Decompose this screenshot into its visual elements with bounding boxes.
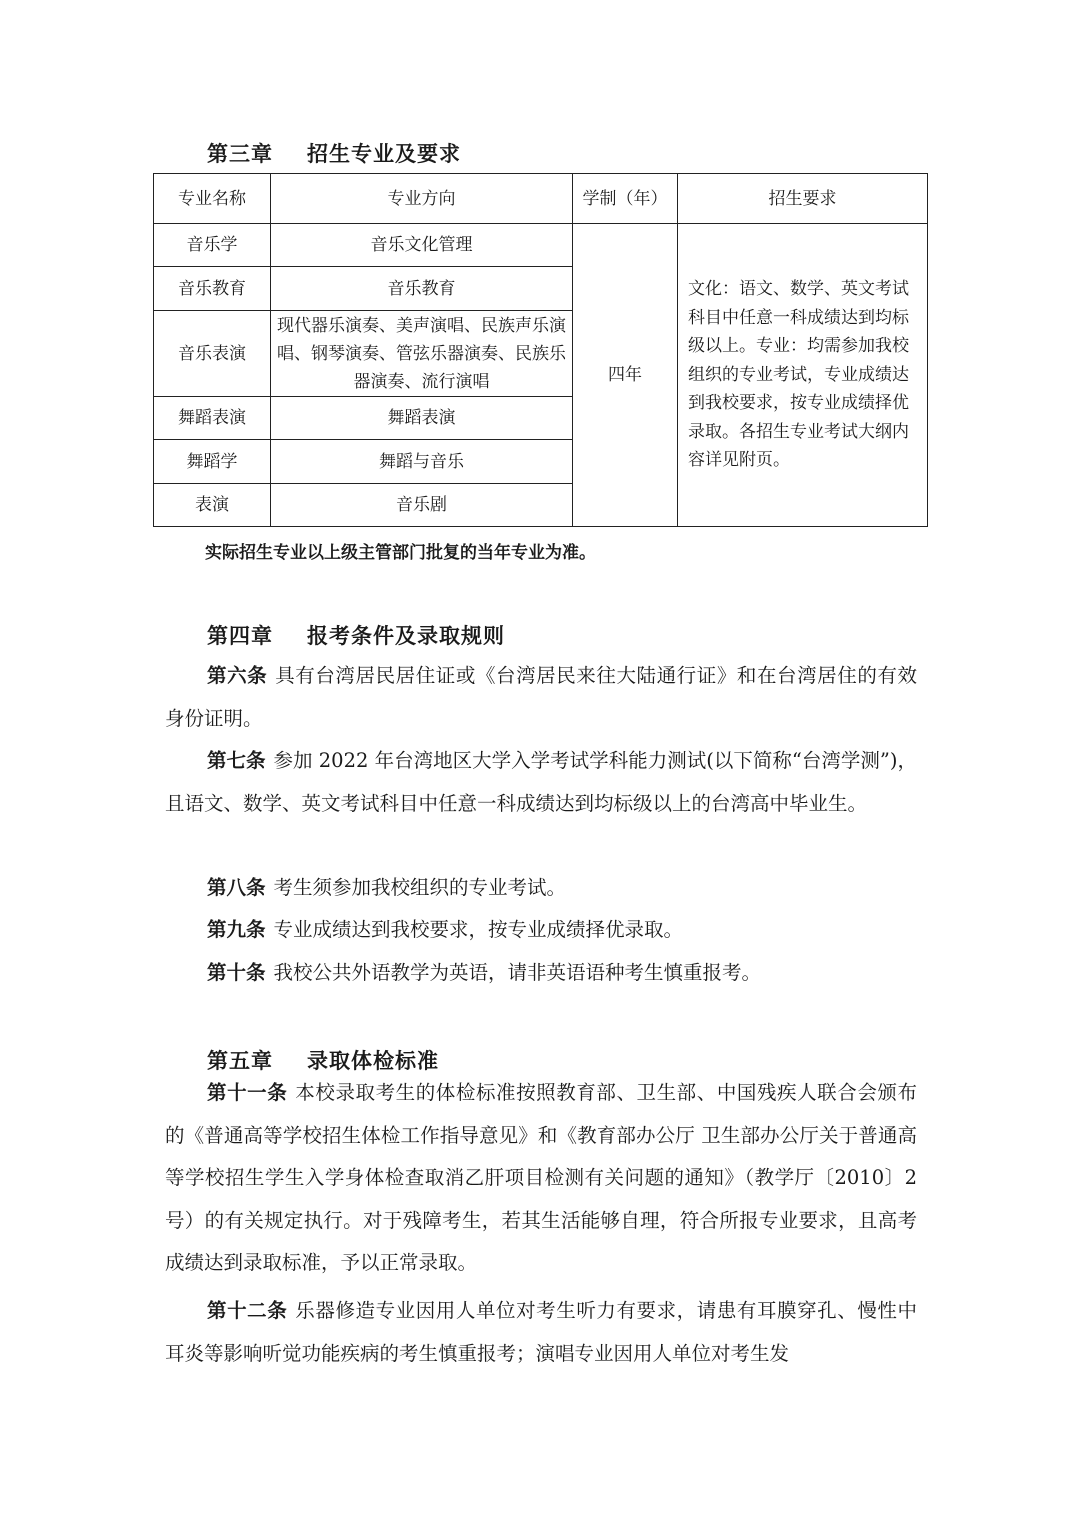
direction-cell: 现代器乐演奏、美声演唱、民族声乐演唱、钢琴演奏、管弦乐器演奏、民族乐器演奏、流行演唱 bbox=[271, 311, 573, 397]
article-text: 本校录取考生的体检标准按照教育部、卫生部、中国残疾人联合会颁布的《普通高等学校招生体检工作指导意见》和《教育部办公厅 卫生部办公厅关于普通高等学校招生学生入学身体检查取消乙肝项目检测有关问题的通知》（教学厅〔2010〕2 号）的有关规定执行。对于残障考生，若其生活能够自理，符合所报专业要求，且高考成绩达到录取标准，予以正常录取。 bbox=[165, 1081, 917, 1274]
header-direction: 专业方向 bbox=[271, 174, 573, 224]
direction-cell: 音乐文化管理 bbox=[271, 224, 573, 267]
article-label: 第十二条 bbox=[207, 1299, 288, 1322]
major-name-cell: 表演 bbox=[154, 484, 271, 527]
article-label: 第十一条 bbox=[207, 1081, 288, 1104]
article-label: 第八条 bbox=[207, 876, 266, 899]
chapter-title: 招生专业及要求 bbox=[307, 142, 461, 166]
direction-cell: 音乐剧 bbox=[271, 484, 573, 527]
article-label: 第七条 bbox=[207, 749, 266, 772]
chapter-5-heading bbox=[207, 1045, 439, 1075]
header-requirements: 招生要求 bbox=[678, 174, 928, 224]
header-major-name: 专业名称 bbox=[154, 174, 271, 224]
article-10 bbox=[165, 952, 917, 995]
chapter-number: 第四章 bbox=[207, 624, 273, 648]
article-text: 专业成绩达到我校要求，按专业成绩择优录取。 bbox=[273, 918, 684, 941]
chapter-4-heading bbox=[207, 620, 505, 650]
major-name-cell: 音乐学 bbox=[154, 224, 271, 267]
major-name-cell: 舞蹈学 bbox=[154, 440, 271, 484]
article-12 bbox=[165, 1290, 917, 1375]
chapter-number: 第五章 bbox=[207, 1049, 273, 1073]
article-text: 乐器修造专业因用人单位对考生听力有要求，请患有耳膜穿孔、慢性中耳炎等影响听觉功能疾病的考生慎重报考；演唱专业因用人单位对考生发 bbox=[165, 1299, 917, 1365]
major-name-cell: 音乐表演 bbox=[154, 311, 271, 397]
article-label: 第九条 bbox=[207, 918, 266, 941]
direction-cell: 舞蹈与音乐 bbox=[271, 440, 573, 484]
majors-table bbox=[153, 173, 928, 527]
chapter-number: 第三章 bbox=[207, 142, 273, 166]
chapter-3-heading bbox=[207, 138, 461, 168]
table-header-row bbox=[154, 174, 928, 224]
table-row bbox=[154, 224, 928, 267]
article-7 bbox=[165, 740, 917, 825]
requirements-cell: 文化：语文、数学、英文考试科目中任意一科成绩达到均标级以上。专业：均需参加我校组织的专业考试，专业成绩达到我校要求，按专业成绩择优录取。各招生专业考试大纲内容详见附页。 bbox=[678, 224, 928, 527]
direction-cell: 音乐教育 bbox=[271, 267, 573, 311]
major-name-cell: 音乐教育 bbox=[154, 267, 271, 311]
direction-cell: 舞蹈表演 bbox=[271, 397, 573, 440]
chapter-title: 录取体检标准 bbox=[307, 1049, 439, 1073]
article-11 bbox=[165, 1072, 917, 1285]
article-label: 第六条 bbox=[207, 664, 268, 687]
table-note: 实际招生专业以上级主管部门批复的当年专业为准。 bbox=[205, 543, 596, 563]
header-duration: 学制（年） bbox=[573, 174, 678, 224]
article-9 bbox=[165, 909, 917, 952]
article-6 bbox=[165, 655, 917, 740]
article-text: 具有台湾居民居住证或《台湾居民来往大陆通行证》和在台湾居住的有效身份证明。 bbox=[165, 664, 917, 730]
major-name-cell: 舞蹈表演 bbox=[154, 397, 271, 440]
article-label: 第十条 bbox=[207, 961, 266, 984]
article-text: 考生须参加我校组织的专业考试。 bbox=[273, 876, 567, 899]
duration-cell: 四年 bbox=[573, 224, 678, 527]
article-text: 我校公共外语教学为英语，请非英语语种考生慎重报考。 bbox=[273, 961, 762, 984]
chapter-title: 报考条件及录取规则 bbox=[307, 624, 505, 648]
article-8 bbox=[165, 867, 917, 910]
article-text: 参加 2022 年台湾地区大学入学考试学科能力测试(以下简称“台湾学测”)，且语文、数学、英文考试科目中任意一科成绩达到均标级以上的台湾高中毕业生。 bbox=[165, 749, 917, 815]
